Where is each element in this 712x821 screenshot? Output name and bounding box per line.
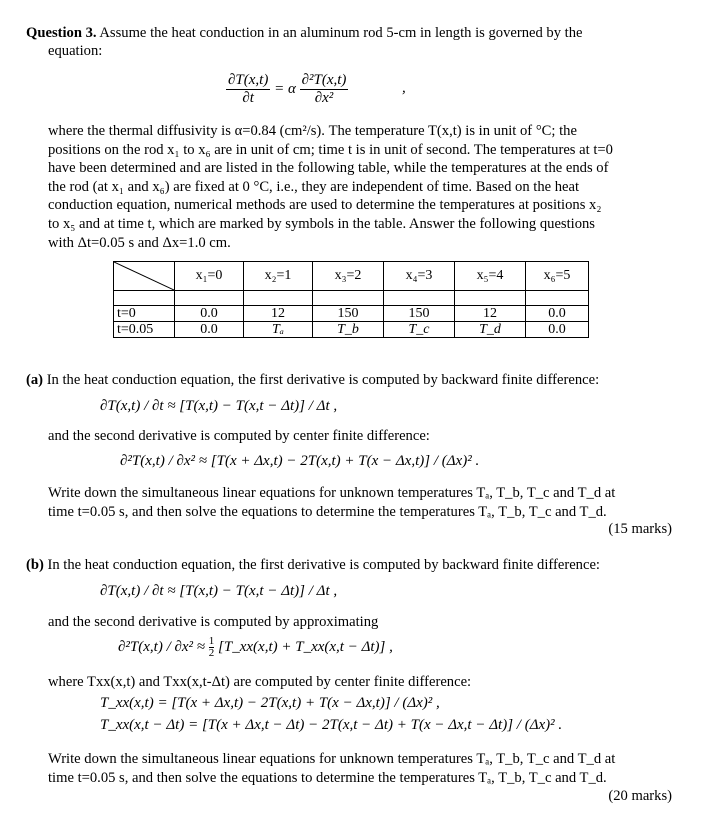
description-line: to x₅ and at time t, which are marked by symbols in the table. Answer the following questions xyxy=(48,215,595,232)
pde-equals-alpha: = α xyxy=(274,80,296,97)
part-b-task-line: Write down the simultaneous linear equations for unknown temperatures Tₐ, T_b, T_c and T_d at xyxy=(48,751,616,767)
part-b-where-text: where Txx(x,t) and Txx(x,t-Δt) are computed by center finite difference: xyxy=(48,674,472,690)
part-b-task xyxy=(48,750,666,787)
heat-equation xyxy=(226,72,348,107)
table-cell: 12 xyxy=(244,306,313,322)
one-half-numerator: 1 xyxy=(208,635,215,647)
pde-rhs-fraction xyxy=(300,72,349,107)
table-row xyxy=(114,306,589,322)
table-cell: 0.0 xyxy=(175,322,244,338)
description-line: with Δt=0.05 s and Δx=1.0 cm. xyxy=(48,234,231,251)
temperature-table xyxy=(113,261,589,338)
question-label: Question 3. xyxy=(26,25,97,41)
table-header-row xyxy=(114,262,589,291)
part-b-mid-text: and the second derivative is computed by approximating xyxy=(48,614,379,630)
pde-comma: , xyxy=(402,80,406,96)
table-cell: 150 xyxy=(313,306,384,322)
one-half-fraction xyxy=(209,636,215,659)
one-half-denominator: 2 xyxy=(208,647,215,659)
table-header-cell: x₅=4 xyxy=(455,262,526,291)
question-intro-text: Assume the heat conduction in an aluminum rod 5-cm in length is governed by the xyxy=(99,25,583,41)
part-b-label: (b) xyxy=(26,557,44,573)
part-a-mid-text: and the second derivative is computed by center finite difference: xyxy=(48,428,430,444)
part-b-txx-equation: T_xx(x,t) = [T(x + Δx,t) − 2T(x,t) + T(x − Δx,t)] / (Δx)² , xyxy=(100,695,440,711)
part-b-eq2-rhs: [T_xx(x,t) + T_xx(x,t − Δt)] , xyxy=(218,638,393,655)
part-b-eq2-lhs: ∂²T(x,t) / ∂x² ≈ xyxy=(118,638,206,655)
part-b-intro-text: In the heat conduction equation, the first derivative is computed by backward finite difference: xyxy=(47,557,600,573)
part-a-marks: (15 marks) xyxy=(608,521,672,537)
part-b-marks: (20 marks) xyxy=(608,788,672,804)
pde-lhs-fraction xyxy=(226,72,270,107)
description-line: conduction equation, numerical methods are used to determine the temperatures at positions x₂ xyxy=(48,197,602,214)
table-row xyxy=(114,322,589,338)
table-corner-cell xyxy=(114,262,175,291)
part-a-first-derivative-equation: ∂T(x,t) / ∂t ≈ [T(x,t) − T(x,t − Δt)] / Δt , xyxy=(100,398,338,414)
table-header-cell: x₁=0 xyxy=(175,262,244,291)
table-cell: T_d xyxy=(455,322,526,338)
description-paragraph xyxy=(48,122,666,252)
table-spacer-row xyxy=(114,291,589,306)
description-line: positions on the rod x₁ to x₆ are in unit of cm; time t is in unit of second. The temperatures at t=0 xyxy=(48,141,613,158)
part-b-second-derivative-equation xyxy=(118,636,393,659)
part-a-task-line: time t=0.05 s, and then solve the equations to determine the temperatures Tₐ, T_b, T_c and T_d. xyxy=(48,503,607,520)
table-cell: 0.0 xyxy=(526,306,589,322)
part-b-txx-previous-equation: T_xx(x,t − Δt) = [T(x + Δx,t − Δt) − 2T(x,t − Δt) + T(x − Δx,t − Δt)] / (Δx)² . xyxy=(100,717,563,733)
diagonal-line-icon xyxy=(114,262,174,290)
table-row-label: t=0 xyxy=(114,306,175,322)
table-cell: 12 xyxy=(455,306,526,322)
table-cell: 150 xyxy=(384,306,455,322)
table-header-cell: x₆=5 xyxy=(526,262,589,291)
part-a-label: (a) xyxy=(26,372,44,388)
pde-lhs-denominator: ∂t xyxy=(226,89,270,107)
part-b-intro xyxy=(26,556,686,575)
part-b-task-line: time t=0.05 s, and then solve the equations to determine the temperatures Tₐ, T_b, T_c and T_d. xyxy=(48,769,607,786)
table-header-cell: x₄=3 xyxy=(384,262,455,291)
part-a-task xyxy=(48,484,666,521)
table-cell: T_c xyxy=(384,322,455,338)
pde-lhs-numerator: ∂T(x,t) xyxy=(228,72,269,88)
question-intro-line-2: equation: xyxy=(48,43,103,59)
description-line: have been determined and are listed in the following table, while the temperatures at the ends of xyxy=(48,160,609,177)
part-a-second-derivative-equation: ∂²T(x,t) / ∂x² ≈ [T(x + Δx,t) − 2T(x,t) + T(x − Δx,t)] / (Δx)² . xyxy=(120,453,480,469)
table-cell: Tₐ xyxy=(244,322,313,338)
part-a-intro xyxy=(26,371,686,390)
description-line: the rod (at x₁ and x₆) are fixed at 0 °C, i.e., they are independent of time. Based on the heat xyxy=(48,178,580,195)
question-intro-line-1 xyxy=(26,24,686,43)
table-header-cell: x₂=1 xyxy=(244,262,313,291)
part-a-task-line: Write down the simultaneous linear equations for unknown temperatures Tₐ, T_b, T_c and T_d at xyxy=(48,485,616,501)
table-header-cell: x₃=2 xyxy=(313,262,384,291)
pde-rhs-numerator: ∂²T(x,t) xyxy=(301,72,347,88)
table-cell: 0.0 xyxy=(526,322,589,338)
table-row-label: t=0.05 xyxy=(114,322,175,338)
table-cell: T_b xyxy=(313,322,384,338)
part-b-first-derivative-equation: ∂T(x,t) / ∂t ≈ [T(x,t) − T(x,t − Δt)] / Δt , xyxy=(100,583,338,599)
table-cell: 0.0 xyxy=(175,306,244,322)
pde-rhs-denominator: ∂x² xyxy=(300,89,349,107)
description-line: where the thermal diffusivity is α=0.84 (cm²/s). The temperature T(x,t) is in unit of °C; the xyxy=(48,123,577,139)
part-a-intro-text: In the heat conduction equation, the first derivative is computed by backward finite difference: xyxy=(46,372,600,388)
